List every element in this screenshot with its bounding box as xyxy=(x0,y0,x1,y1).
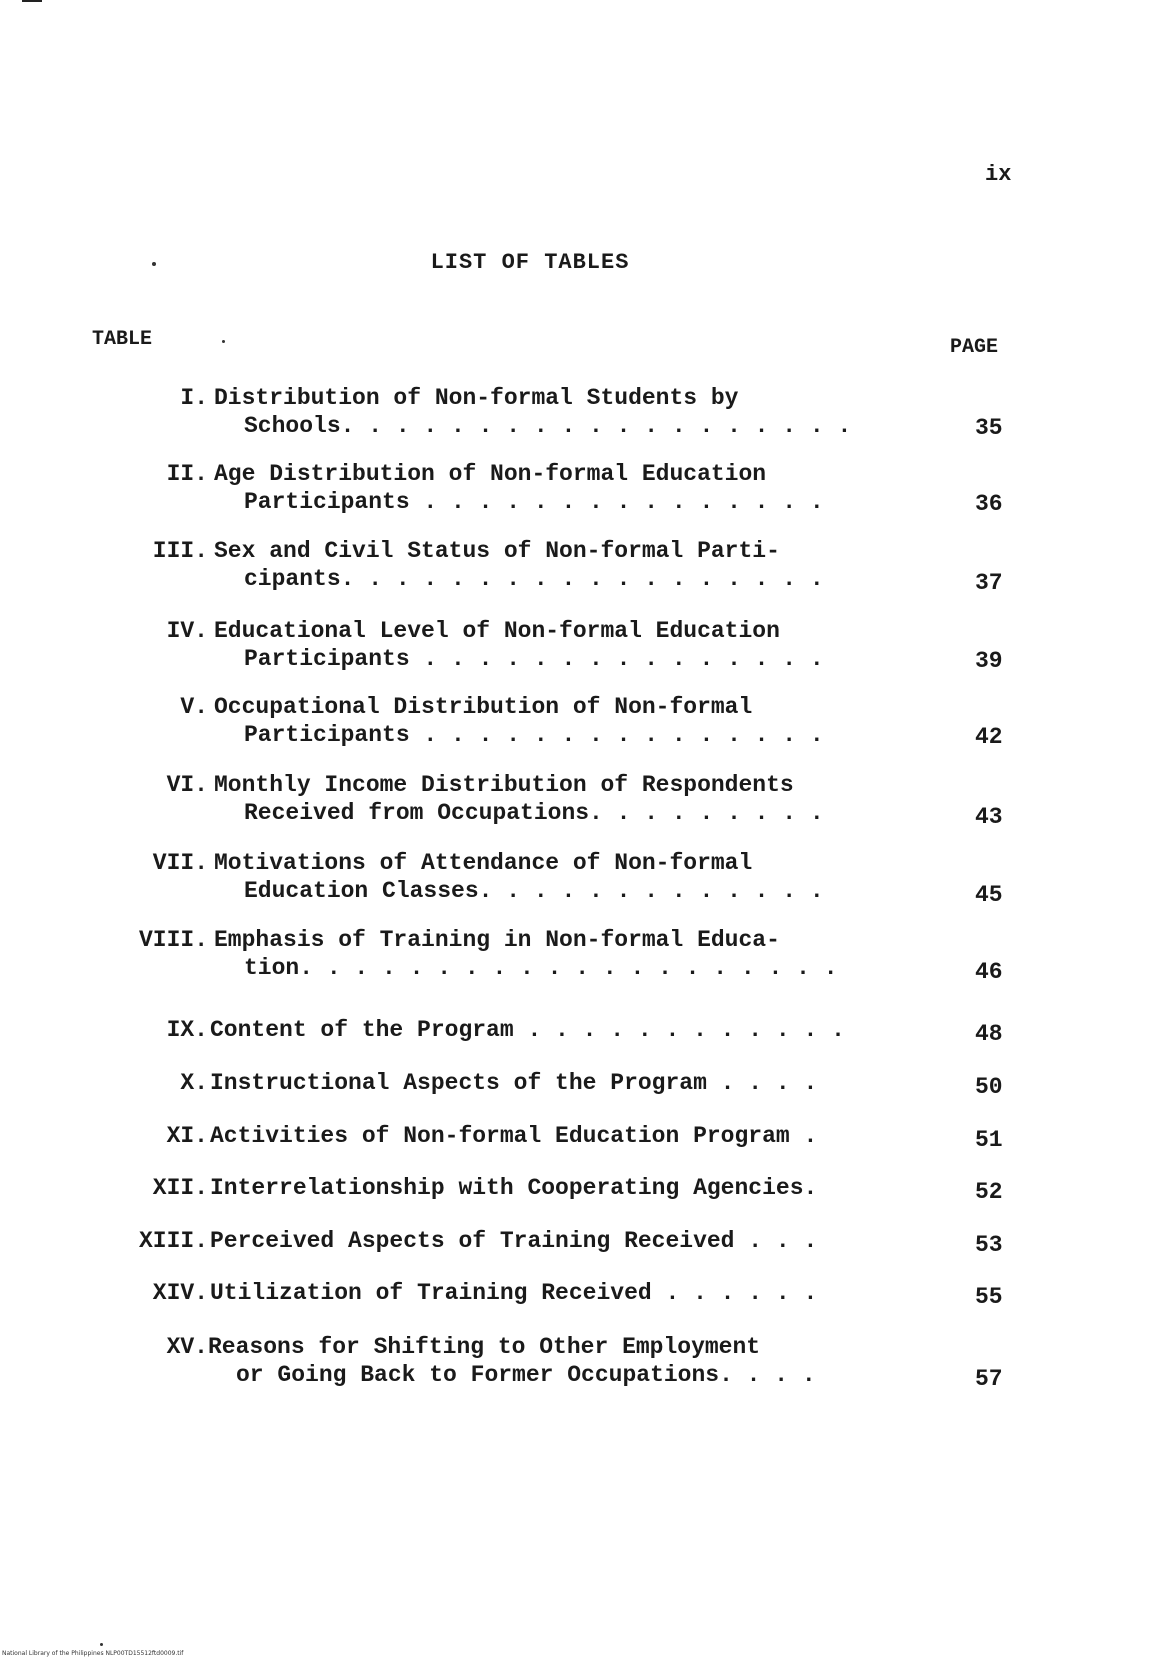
entry-page: 48 xyxy=(975,1021,1003,1047)
entry-title-line1: Emphasis of Training in Non-formal Educa- xyxy=(214,927,780,953)
page-title: LIST OF TABLES xyxy=(430,250,630,275)
scan-corner-mark xyxy=(22,0,42,2)
entry-number: X. xyxy=(180,1070,208,1096)
entry-page: 53 xyxy=(975,1232,1003,1258)
entry-title-line1: Distribution of Non-formal Students by xyxy=(214,385,739,411)
scan-speck xyxy=(100,1643,103,1646)
entry-title-line2: Participants . . . . . . . . . . . . . . . xyxy=(244,489,824,515)
entry-title: Activities of Non-formal Education Program . xyxy=(210,1123,818,1149)
entry-title-line2: or Going Back to Former Occupations. . . . xyxy=(236,1362,816,1388)
entry-title-line1: Motivations of Attendance of Non-formal xyxy=(214,850,753,876)
entry-title-line2: Participants . . . . . . . . . . . . . . . xyxy=(244,646,824,672)
entry-title-line1: Occupational Distribution of Non-formal xyxy=(214,694,753,720)
entry-number: XIII. xyxy=(138,1228,208,1254)
entry-title-line1: Monthly Income Distribution of Respondents xyxy=(214,772,794,798)
column-header-page: PAGE xyxy=(950,336,999,359)
entry-title: Instructional Aspects of the Program . . . . xyxy=(210,1070,818,1096)
entry-title: Content of the Program . . . . . . . . . . . . xyxy=(210,1017,845,1043)
entry-page: 52 xyxy=(975,1179,1003,1205)
entry-title-line2: tion. . . . . . . . . . . . . . . . . . . . xyxy=(244,955,838,981)
entry-title-line1: Educational Level of Non-formal Education xyxy=(214,618,780,644)
entry-title-line2: cipants. . . . . . . . . . . . . . . . . . xyxy=(244,566,824,592)
page-number: ix xyxy=(985,162,1012,187)
entry-page: 42 xyxy=(975,724,1003,750)
entry-title-line1: Sex and Civil Status of Non-formal Parti- xyxy=(214,538,780,564)
entry-title-line1: Age Distribution of Non-formal Education xyxy=(214,461,767,487)
entry-number: II. xyxy=(166,461,208,487)
entry-number: VI. xyxy=(166,772,208,798)
entry-number: I. xyxy=(180,385,208,411)
entry-title-line2: Received from Occupations. . . . . . . . . xyxy=(244,800,824,826)
entry-page: 50 xyxy=(975,1074,1003,1100)
entry-page: 55 xyxy=(975,1284,1003,1310)
entry-number: XI. xyxy=(166,1123,208,1149)
entry-title: Interrelationship with Cooperating Agencies. xyxy=(210,1175,818,1201)
entry-page: 51 xyxy=(975,1127,1003,1153)
entry-page: 43 xyxy=(975,804,1003,830)
entry-number: IX. xyxy=(166,1017,208,1043)
entry-number: IV. xyxy=(166,618,208,644)
entry-page: 46 xyxy=(975,959,1003,985)
entry-title: Perceived Aspects of Training Received . . . xyxy=(210,1228,818,1254)
entry-page: 37 xyxy=(975,570,1003,596)
entry-number: XV. xyxy=(166,1334,208,1360)
entry-page: 35 xyxy=(975,415,1003,441)
scan-speck xyxy=(222,340,225,343)
entry-page: 45 xyxy=(975,882,1003,908)
column-header-table: TABLE xyxy=(92,328,153,351)
entry-title: Utilization of Training Received . . . . . . xyxy=(210,1280,818,1306)
entry-number: III. xyxy=(152,538,208,564)
entry-number: XIV. xyxy=(152,1280,208,1306)
entry-number: V. xyxy=(180,694,208,720)
scan-credit: National Library of the Philippines NLP00TD15512ftd0009.tif xyxy=(2,1650,184,1657)
entry-page: 36 xyxy=(975,491,1003,517)
entry-number: VIII. xyxy=(138,927,208,953)
entry-title-line1: Reasons for Shifting to Other Employment xyxy=(208,1334,761,1360)
entry-page: 39 xyxy=(975,648,1003,674)
scan-speck xyxy=(152,262,156,266)
entry-number: XII. xyxy=(152,1175,208,1201)
entry-title-line2: Participants . . . . . . . . . . . . . . . xyxy=(244,722,824,748)
entry-title-line2: Education Classes. . . . . . . . . . . . . xyxy=(244,878,824,904)
entry-number: VII. xyxy=(152,850,208,876)
entry-page: 57 xyxy=(975,1366,1003,1392)
entry-title-line2: Schools. . . . . . . . . . . . . . . . . . . xyxy=(244,413,852,439)
